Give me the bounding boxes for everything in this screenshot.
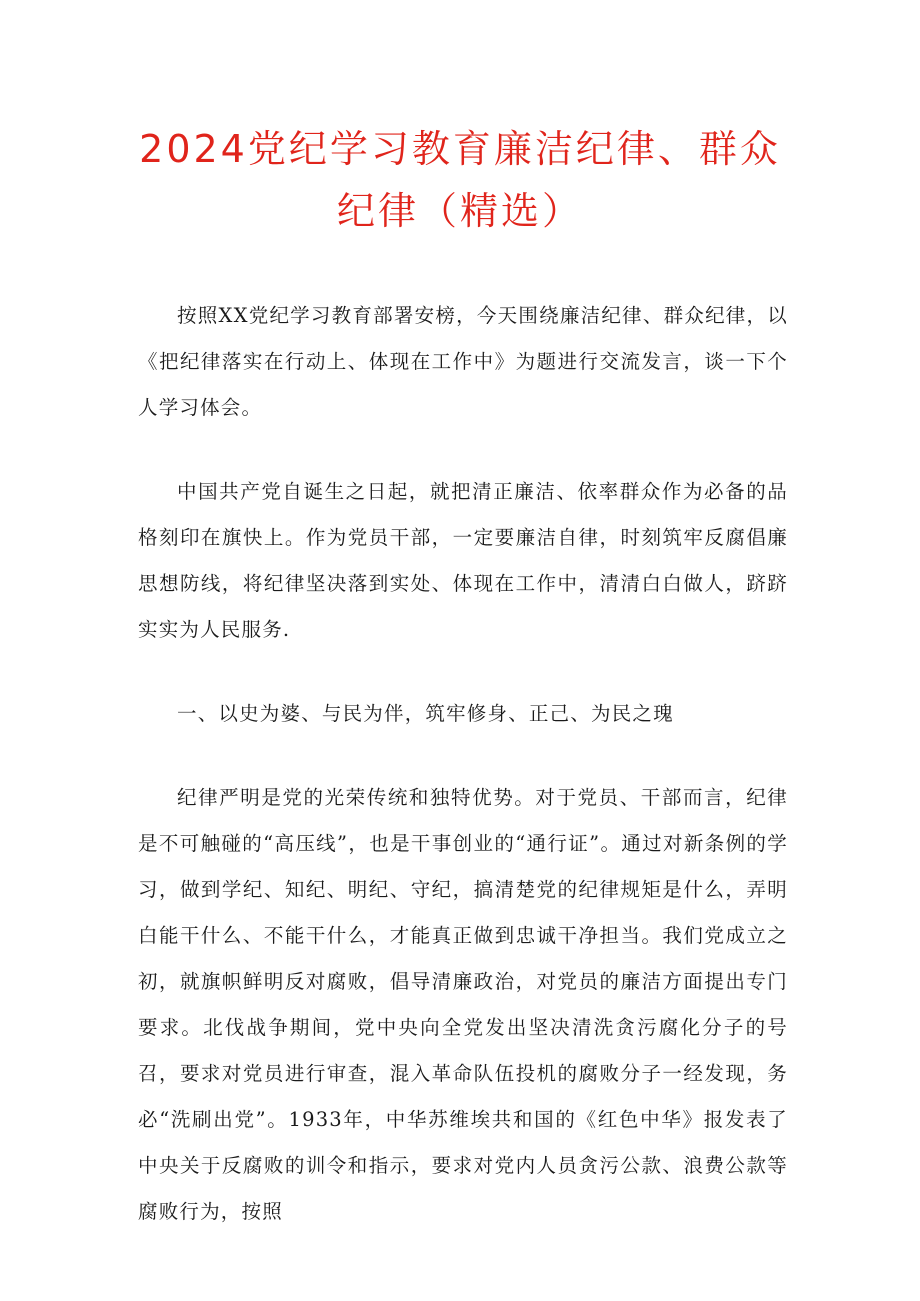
section-heading-1: 一、以史为婆、与民为伴，筑牢修身、正己、为民之瑰 (177, 702, 674, 725)
paragraph-background: 中国共产党自诞生之日起，就把清正廉洁、依率群众作为必备的品格刻印在旗快上。作为党员干部，一定要廉洁自律，时刻筑牢反腐倡廉思想防线，将纪律坚决落到实处、体现在工作中，清清白白做人，跻跻实实为人民服务. (138, 480, 788, 641)
document-body (138, 293, 788, 1273)
document-title: 2024党纪学习教育廉洁纪律、群众纪律（精选） (139, 127, 781, 233)
paragraph-intro: 按照XX党纪学习教育部署安榜，今天围绕廉洁纪律、群众纪律，以《把纪律落实在行动上、体现在工作中》为题进行交流发言，谈一下个人学习体会。 (138, 304, 788, 419)
paragraph-discipline-history: 纪律严明是党的光荣传统和独特优势。对于党员、干部而言，纪律是不可触碰的“高压线”，也是干事创业的“通行证”。通过对新条例的学习，做到学纪、知纪、明纪、守纪，搞清楚党的纪律规矩是什么，弄明白能干什么、不能干什么，才能真正做到忠诚干净担当。我们党成立之初，就旗帜鲜明反对腐败，倡导清廉政治，对党员的廉洁方面提出专门要求。北伐战争期间，党中央向全党发出坚决清洗贪污腐化分子的号召，要求对党员进行审查，混入革命队伍投机的腐败分子一经发现，务必“洗刷出党”。1933年，中华苏维埃共和国的《红色中华》报发表了中央关于反腐败的训令和指示，要求对党内人员贪污公款、浪费公款等腐败行为，按照 (138, 786, 788, 1223)
